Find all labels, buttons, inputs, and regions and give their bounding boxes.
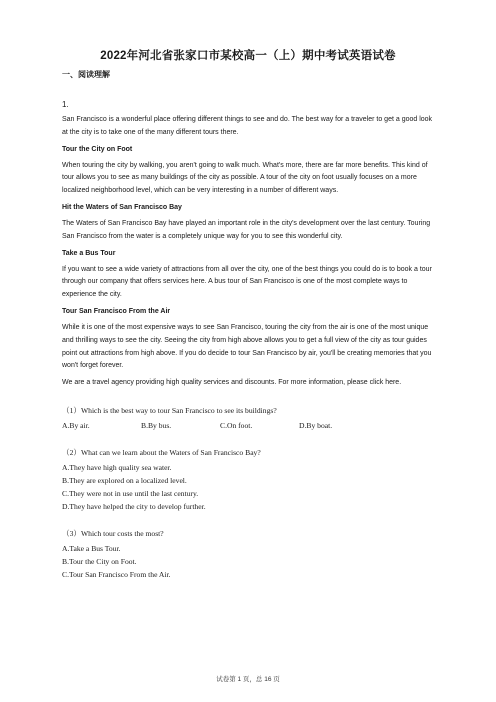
- option-c: C.On foot.: [220, 420, 253, 430]
- option-a: A.Take a Bus Tour.: [62, 543, 121, 553]
- question-2-stem: （2）What can we learn about the Waters of San Francisco Bay?: [62, 447, 261, 457]
- paragraph-agency: We are a travel agency providing high quality services and discounts. For more information, please click here.: [62, 379, 402, 387]
- option-b: B.They are explored on a localized level.: [62, 475, 187, 485]
- paragraph-foot-tour: When touring the city by walking, you aren't going to walk much. What's more, there are far more benefits. This kind of tour allows you to see as many buildings of the city as possible. A tour of the city on foot usually focuses on a more localized neighborhood level, which can be very interesting in a number of different ways.: [62, 161, 428, 195]
- question-3: [62, 527, 434, 581]
- question-1-options: [62, 419, 434, 432]
- option-d: D.By boat.: [299, 420, 333, 430]
- paragraph-air-tour: While it is one of the most expensive ways to see San Francisco, touring the city from the air is one of the most unique and thrilling ways to see the city. Seeing the city from high above allows you to get a full view of the city as tour guides point out attractions from high above. If you do decide to tour San Francisco by air, you'll be creating memories that you won't forget forever.: [62, 323, 432, 370]
- question-1-stem: （1）Which is the best way to tour San Francisco to see its buildings?: [62, 405, 277, 415]
- intro-paragraph: San Francisco is a wonderful place offering different things to see and do. The best way for a traveler to get a good look at the city is to take one of the many different tours there.: [62, 116, 433, 136]
- exam-title: 2022年河北省张家口市某校高一（上）期中考试英语试卷: [100, 50, 396, 62]
- option-b: B.Tour the City on Foot.: [62, 556, 137, 566]
- section-heading: 一、阅读理解: [62, 70, 110, 79]
- option-a: A.By air.: [62, 420, 90, 430]
- subheading-bay-tour: Hit the Waters of San Francisco Bay: [62, 203, 182, 211]
- reading-passage: [62, 100, 434, 581]
- subheading-bus-tour: Take a Bus Tour: [62, 249, 116, 257]
- subheading-air-tour: Tour San Francisco From the Air: [62, 307, 171, 315]
- paragraph-bus-tour: If you want to see a wide variety of attractions from all over the city, one of the best things you could do is to book a tour through our company that offers services here. A bus tour of San Francisco is one of the most complete ways to experience the city.: [62, 265, 432, 299]
- option-c: C.They were not in use until the last century.: [62, 488, 199, 498]
- question-1: [62, 404, 434, 432]
- option-a: A.They have high quality sea water.: [62, 462, 172, 472]
- page-footer: 试卷第 1 页，总 16 页: [216, 676, 280, 683]
- option-b: B.By bus.: [141, 420, 172, 430]
- question-2: [62, 446, 434, 513]
- question-3-stem: （3）Which tour costs the most?: [62, 528, 164, 538]
- subheading-foot-tour: Tour the City on Foot: [62, 145, 133, 153]
- option-c: C.Tour San Francisco From the Air.: [62, 569, 171, 579]
- paragraph-bay-tour: The Waters of San Francisco Bay have played an important role in the city's development over the last century. Touring San Francisco from the water is a completely unique way for you to see this wonderful city.: [62, 219, 431, 240]
- question-number: 1.: [62, 100, 69, 109]
- option-d: D.They have helped the city to develop further.: [62, 501, 206, 511]
